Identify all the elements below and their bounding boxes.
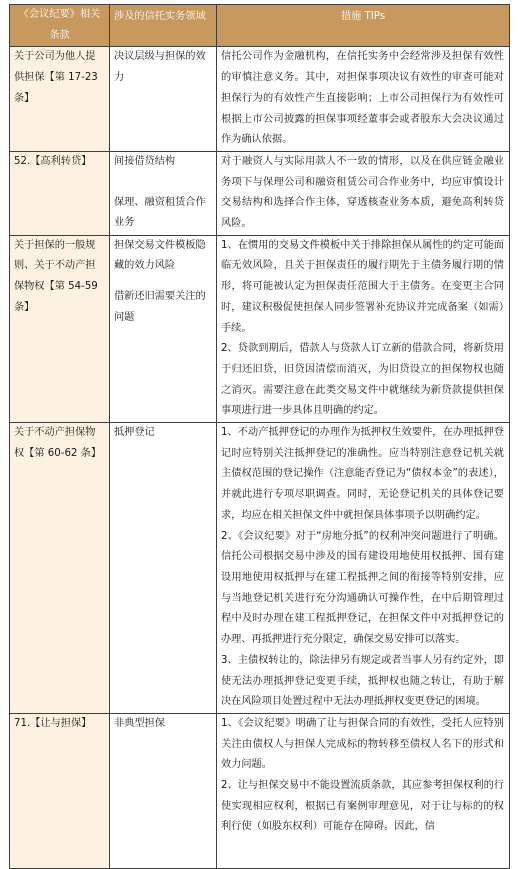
area-cell (110, 151, 217, 235)
tips-paragraph: 1、不动产抵押登记的办理作为抵押权生效要件，在办理抵押登记时应特别关注抵押登记的准确性。应当特别注意登记机关就主债权范围的登记操作（注意能否登记为“债权本金”的表述），并就此进行专项尽职调查。同时，无论登记机关的具体登记要求，均应在相关担保文件中就担保具体事项予以明确约定。 (221, 427, 504, 521)
header-tips: 措施 TIPs (217, 5, 510, 47)
area-cell (110, 423, 217, 714)
clause-cell: 关于不动产担保物权【第 60-62 条】 (10, 423, 110, 714)
tips-cell (217, 713, 510, 868)
spacer (114, 173, 212, 193)
tips-paragraph: 信托公司作为金融机构，在信托实务中会经常涉及担保有效性的审慎注意义务。其中，对担保事项决议有效性的审查可能对担保行为的有效性产生直接影响；上市公司担保行为有效性可根据上市公司披露的担保事项经董事会或者股东大会决议通过作为确认依据。 (221, 51, 504, 146)
area-text: 非典型担保 (114, 717, 165, 729)
header-clause: 《会议纪要》相关条款 (10, 5, 110, 47)
area-text: 借新还旧需要关注的问题 (114, 291, 206, 323)
table-row (10, 423, 510, 714)
clause-cell: 关于担保的一般规则、关于不动产担保物权【第 54-59 条】 (10, 235, 110, 422)
tips-paragraph: 1、在惯用的交易文件模板中关于排除担保从属性的约定可能面临无效风险，且关于担保责任的履行期先于主债务履行期的情形，将可能被认定为担保责任范围大于主债务。在变更主合同时，建议积极促使担保人同步签署补充协议并完成备案（如需）手续。 (221, 239, 504, 334)
area-cell (110, 713, 217, 868)
tips-cell (217, 47, 510, 152)
header-area: 涉及的信托实务领域 (110, 5, 217, 47)
clause-cell: 71.【让与担保】 (10, 713, 110, 868)
tips-paragraph: 2、贷款到期后，借款人与贷款人订立新的借款合同，将新贷用于归还旧贷，旧贷因清偿而消灭，为旧贷设立的担保物权也随之消灭。需要注意在此类交易文件中就继续为新贷款提供担保事项进行进一步具体且明确的约定。 (221, 343, 504, 417)
clause-cell: 关于公司为他人提供担保【第 17-23 条】 (10, 47, 110, 152)
tips-paragraph: 2、《会议纪要》对于“房地分抵”的权利冲突问题进行了明确。信托公司根据交易中涉及的国有建设用地使用权抵押、国有建设用地使用权抵押与在建工程抵押之间的衔接等特别安排，应与当地登记机关进行充分沟通确认可操作性，在中后期管理过程中及时办理在建工程抵押登记，在担保文件中对抵押登记的办理、再抵押进行充分限定，确保交易安排可以落实。 (221, 530, 504, 646)
spacer (114, 277, 212, 287)
clause-table (9, 4, 510, 869)
tips-paragraph: 1、《会议纪要》明确了让与担保合同的有效性，受托人应特别关注由债权人与担保人完成标的物转移至债权人名下的形式和效力问题。 (221, 717, 504, 771)
table-row (10, 151, 510, 235)
clause-cell: 52.【高利转贷】 (10, 151, 110, 235)
area-text: 担保交易文件模板隐藏的效力风险 (114, 239, 206, 272)
tips-cell (217, 151, 510, 235)
table-row (10, 47, 510, 152)
area-text: 保理、融资租赁合作业务 (114, 196, 206, 229)
table-row (10, 713, 510, 868)
area-cell (110, 235, 217, 422)
tips-paragraph: 2、让与担保交易中不能设置流质条款，其应参考担保权利的行使实现相应权利，根据已有案例审理意见，对于让与标的的权利行使（如股东权利）可能存在障碍。因此，信 (221, 780, 504, 833)
tips-paragraph: 3、主债权转让的，除法律另有规定或者当事人另有约定外，即使无法办理抵押登记变更手续，抵押权也随之转让，有助于解决在风险项目处置过程中无法办理抵押权变更登记的困境。 (221, 654, 504, 708)
tips-cell (217, 423, 510, 714)
spacer (221, 838, 504, 868)
tips-cell (217, 235, 510, 422)
area-text: 决议层级与担保的效力 (114, 51, 206, 84)
area-cell (110, 47, 217, 152)
tips-paragraph: 对于融资人与实际用款人不一致的情形，以及在供应链金融业务项下与保理公司和融资租赁公司合作业务中，均应审慎设计交易结构和选择合作主体，穿透核查业务本质，避免高利转贷风险。 (221, 155, 504, 230)
area-text: 间接借贷结构 (114, 155, 176, 167)
area-text: 抵押登记 (114, 427, 155, 439)
table-row (10, 235, 510, 422)
table-header-row (10, 5, 510, 47)
